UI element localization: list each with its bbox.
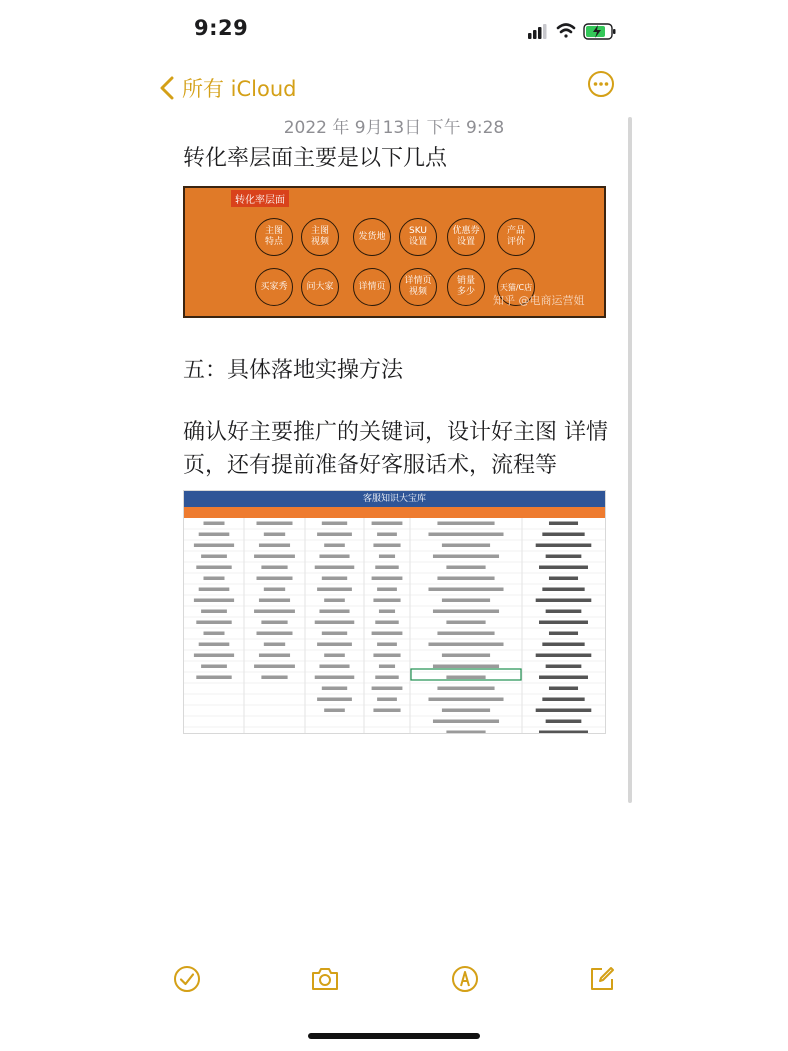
scrollbar[interactable] [628, 117, 632, 803]
note-line-1: 转化率层面主要是以下几点 [183, 146, 448, 171]
note-line-2: 五：具体落地实操方法 [183, 358, 404, 383]
sheet-grid [184, 518, 605, 733]
markup-icon[interactable] [451, 965, 479, 993]
nav-bar [0, 64, 788, 112]
circle-2: 主图 视频 [301, 218, 339, 256]
circle-1: 主图 特点 [255, 218, 293, 256]
note-date: 2022 年 9月13日 下午 9:28 [283, 118, 505, 138]
circle-12: 天猫/C店 [497, 268, 535, 306]
circle-3: 发货地 [353, 218, 391, 256]
sheet-title: 客服知识大宝库 [184, 491, 605, 507]
circle-11: 销量 多少 [447, 268, 485, 306]
circle-10: 详情页 视频 [399, 268, 437, 306]
wifi-icon [558, 25, 574, 38]
back-label: 所有 iCloud [182, 77, 297, 101]
system-icons [524, 18, 624, 44]
circle-4: SKU 设置 [399, 218, 437, 256]
circle-5: 优惠券 设置 [447, 218, 485, 256]
compose-icon[interactable] [588, 965, 616, 993]
conversion-image [183, 186, 606, 318]
status-time: 9:29 [194, 16, 249, 40]
status-bar [0, 0, 788, 60]
circle-8: 问大家 [301, 268, 339, 306]
battery-icon [584, 24, 616, 39]
circle-9: 详情页 [353, 268, 391, 306]
sheet-header-row [184, 507, 605, 518]
checklist-icon[interactable] [173, 965, 201, 993]
note-line-3b: 页，还有提前准备好客服话术，流程等 [183, 453, 558, 478]
image-watermark: 知乎 @电商运营姐 [493, 294, 585, 307]
spreadsheet-image [183, 490, 606, 734]
more-icon[interactable] [587, 70, 615, 98]
back-button[interactable] [160, 72, 297, 104]
cellular-icon [528, 24, 547, 39]
chevron-left-icon [160, 76, 174, 100]
note-line-3a: 确认好主要推广的关键词，设计好主图 详情 [183, 420, 608, 445]
bottom-toolbar [0, 960, 788, 1005]
home-indicator[interactable] [308, 1033, 480, 1039]
circle-7: 买家秀 [255, 268, 293, 306]
image-tag: 转化率层面 [231, 190, 289, 207]
circle-6: 产品 评价 [497, 218, 535, 256]
camera-icon[interactable] [309, 965, 341, 993]
